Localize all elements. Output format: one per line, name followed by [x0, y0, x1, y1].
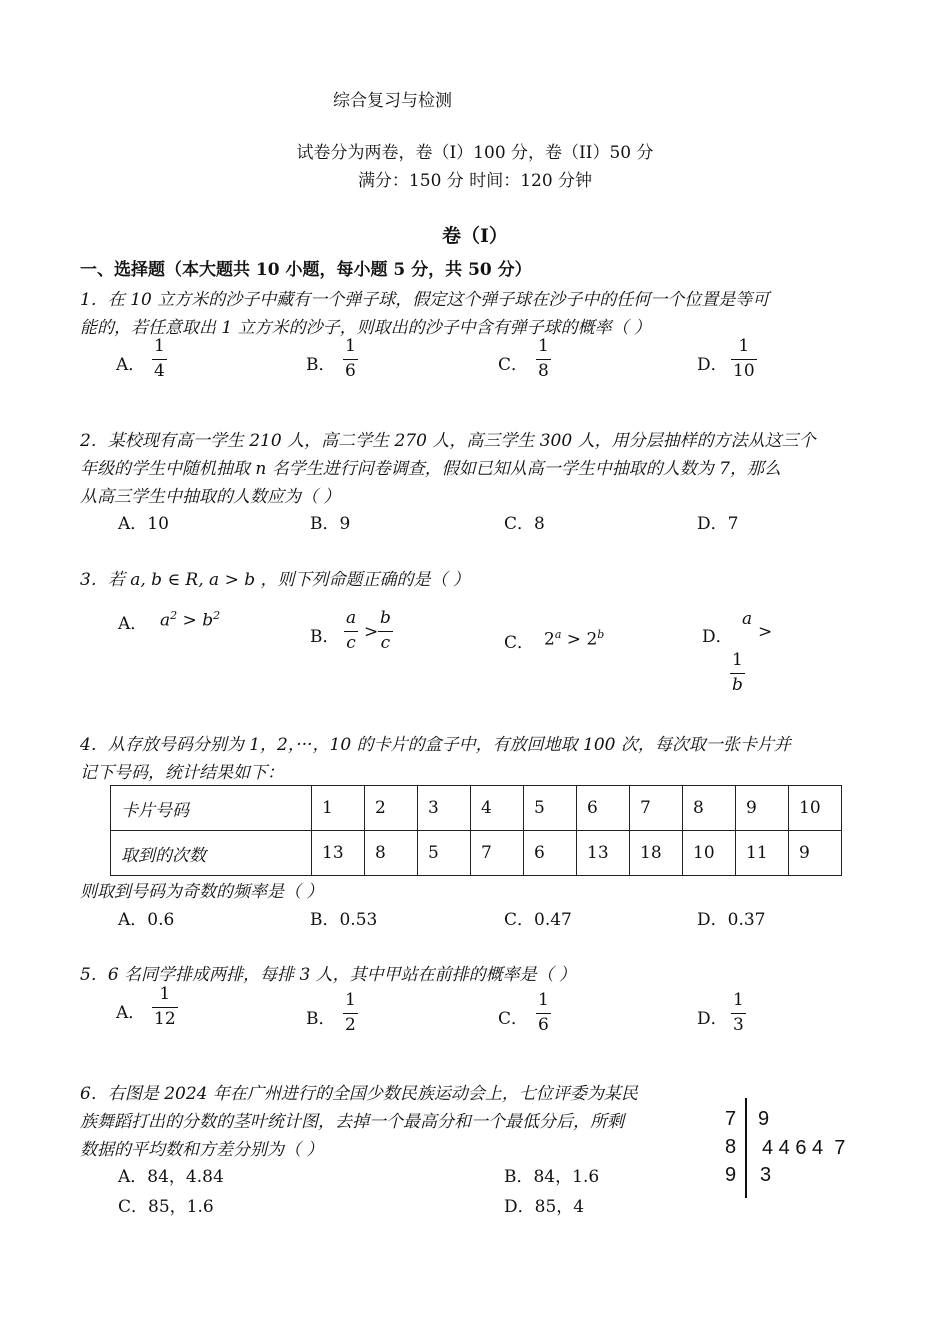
denominator: 6: [538, 1015, 549, 1035]
base: 2: [544, 629, 555, 650]
table-cell: 9: [736, 786, 789, 831]
q2-line3: 从高三学生中抽取的人数应为（ ）: [80, 487, 341, 507]
exam-info-line1: 试卷分为两卷，卷（I）100 分，卷（II）50 分: [296, 143, 654, 163]
q1-option-a-fraction: [152, 338, 167, 380]
q3-option-d-gt: >: [758, 622, 773, 642]
q3-option-b-fraction-left: [344, 610, 358, 652]
table-cell: 7: [630, 786, 683, 831]
q5-option-b-label: B．: [306, 1009, 336, 1029]
base: 2: [586, 629, 598, 650]
denominator: c: [346, 633, 356, 653]
leaf-values: 4 4 6 4 7: [762, 1137, 846, 1159]
q2-option-a: A．10: [118, 514, 169, 534]
q1-option-b-fraction: [343, 338, 358, 380]
gt-sign: >: [177, 610, 203, 631]
q1-option-d-fraction: [731, 338, 757, 380]
exponent: 2: [213, 609, 221, 622]
numerator: 1: [733, 990, 744, 1010]
q6-option-a: A．84，4.84: [118, 1167, 224, 1187]
denominator: 2: [345, 1015, 356, 1035]
numerator: 1: [538, 990, 549, 1010]
q5-option-d-label: D．: [697, 1009, 728, 1029]
numerator: 1: [154, 336, 165, 356]
q1-option-d-label: D．: [697, 355, 728, 375]
q1-option-b-label: B．: [306, 355, 336, 375]
denominator: 10: [733, 361, 755, 381]
card-count-table: [110, 785, 842, 876]
q6-option-d: D．85，4: [504, 1197, 585, 1217]
q3-option-b-label: B．: [310, 627, 340, 647]
q1-line1: 1．在 10 立方米的沙子中藏有一个弹子球，假定这个弹子球在沙子中的任何一个位置是等可: [80, 290, 770, 310]
q3-option-c-expression: [544, 628, 604, 650]
q6-line3: 数据的平均数和方差分别为（ ）: [80, 1140, 324, 1160]
table-cell: 8: [683, 786, 736, 831]
q2-option-c: C．8: [504, 514, 545, 534]
denominator: 6: [345, 361, 356, 381]
q5-option-a-label: A．: [116, 1003, 146, 1023]
q6-option-c: C．85，1.6: [118, 1197, 214, 1217]
q6-line1: 6．右图是 2024 年在广州进行的全国少数民族运动会上，七位评委为某民: [80, 1084, 638, 1104]
denominator: c: [380, 633, 391, 653]
volume-heading: 卷（I）: [442, 225, 508, 247]
q5-option-a-fraction: [152, 986, 178, 1028]
q5-option-b-fraction: [343, 992, 358, 1034]
table-row: [111, 786, 842, 831]
q5-option-c-label: C．: [498, 1009, 529, 1029]
q5-line1: 5．6 名同学排成两排，每排 3 人，其中甲站在前排的概率是（ ）: [80, 965, 577, 985]
denominator: 4: [154, 361, 165, 381]
table-cell: 4: [471, 786, 524, 831]
numerator: a: [346, 608, 357, 628]
gt-sign: >: [561, 629, 587, 650]
section-heading: 一、选择题（本大题共 10 小题，每小题 5 分，共 50 分）: [80, 260, 532, 280]
table-cell: 5: [524, 786, 577, 831]
table-cell: 8: [365, 831, 418, 876]
table-cell: 11: [736, 831, 789, 876]
denominator: 8: [538, 361, 549, 381]
q2-line2: 年级的学生中随机抽取 n 名学生进行问卷调查，假如已知从高一学生中抽取的人数为 7，那么: [80, 459, 781, 479]
table-cell: 6: [577, 786, 630, 831]
numerator: 1: [345, 336, 356, 356]
q1-option-c-fraction: [536, 338, 551, 380]
var-a: a: [160, 610, 171, 631]
table-row: [111, 831, 842, 876]
q3-option-a-label: A．: [118, 614, 148, 634]
q3-line1: 3．若 a, b ∈ R, a > b ，则下列命题正确的是（ ）: [80, 570, 470, 590]
denominator: 3: [733, 1015, 744, 1035]
table-cell: 13: [577, 831, 630, 876]
table-cell: 6: [524, 831, 577, 876]
q3-option-b-gt: >: [364, 622, 379, 642]
numerator: 1: [538, 336, 549, 356]
table-cell: 13: [312, 831, 365, 876]
numerator: 1: [738, 336, 750, 356]
q1-option-a-label: A．: [116, 355, 146, 375]
table-cell: 10: [789, 786, 842, 831]
stem-value: 8: [725, 1136, 737, 1158]
q3-option-d-fraction: [730, 652, 745, 694]
q3-option-a-expression: [160, 609, 220, 631]
page-title: 综合复习与检测: [333, 91, 452, 111]
q4-line2: 记下号码，统计结果如下：: [80, 763, 284, 783]
q2-option-d: D．7: [697, 514, 739, 534]
exponent: 2: [170, 609, 178, 622]
exponent: a: [554, 628, 562, 641]
stem-divider: [745, 1098, 747, 1198]
q4-option-d: D．0.37: [697, 910, 766, 930]
q6-line2: 族舞蹈打出的分数的茎叶统计图，去掉一个最高分和一个最低分后，所剩: [80, 1112, 624, 1132]
q4-line3: 则取到号码为奇数的频率是（ ）: [80, 882, 324, 902]
denominator: 12: [154, 1009, 176, 1029]
table-cell: 5: [418, 831, 471, 876]
q6-option-b: B．84，1.6: [504, 1167, 600, 1187]
leaf-values: 9: [758, 1108, 770, 1130]
q4-option-b: B．0.53: [310, 910, 378, 930]
q4-option-c: C．0.47: [504, 910, 572, 930]
leaf-values: 3: [760, 1164, 772, 1186]
q3-option-d-label: D．: [702, 627, 733, 647]
table-cell: 3: [418, 786, 471, 831]
table-cell: 18: [630, 831, 683, 876]
q1-line2: 能的，若任意取出 1 立方米的沙子，则取出的沙子中含有弹子球的概率（ ）: [80, 318, 652, 338]
q3-option-d-numerator: a: [742, 609, 753, 629]
numerator: 1: [732, 650, 743, 670]
table-cell: 10: [683, 831, 736, 876]
table-row-label: 卡片号码: [111, 786, 312, 831]
q4-line1: 4．从存放号码分别为 1，2，···，10 的卡片的盒子中，有放回地取 100 次，每次取一张卡片并: [80, 735, 791, 755]
exponent: b: [597, 628, 605, 641]
denominator: b: [732, 675, 743, 695]
q2-line1: 2．某校现有高一学生 210 人，高二学生 270 人，高三学生 300 人，用分层抽样的方法从这三个: [80, 431, 816, 451]
q3-option-c-label: C．: [504, 633, 535, 653]
table-cell: 7: [471, 831, 524, 876]
exam-info-line2: 满分：150 分 时间：120 分钟: [357, 171, 593, 191]
stem-value: 7: [725, 1108, 737, 1130]
table-cell: 2: [365, 786, 418, 831]
q5-option-d-fraction: [731, 992, 746, 1034]
q4-option-a: A．0.6: [118, 910, 175, 930]
q2-option-b: B．9: [310, 514, 351, 534]
q3-option-b-fraction-right: [378, 610, 393, 652]
table-row-label: 取到的次数: [111, 831, 312, 876]
var-b: b: [202, 610, 214, 631]
numerator: 1: [159, 984, 171, 1004]
table-cell: 1: [312, 786, 365, 831]
table-cell: 9: [789, 831, 842, 876]
numerator: b: [380, 608, 391, 628]
q5-option-c-fraction: [536, 992, 551, 1034]
numerator: 1: [345, 990, 356, 1010]
q1-option-c-label: C．: [498, 355, 529, 375]
stem-value: 9: [725, 1164, 737, 1186]
